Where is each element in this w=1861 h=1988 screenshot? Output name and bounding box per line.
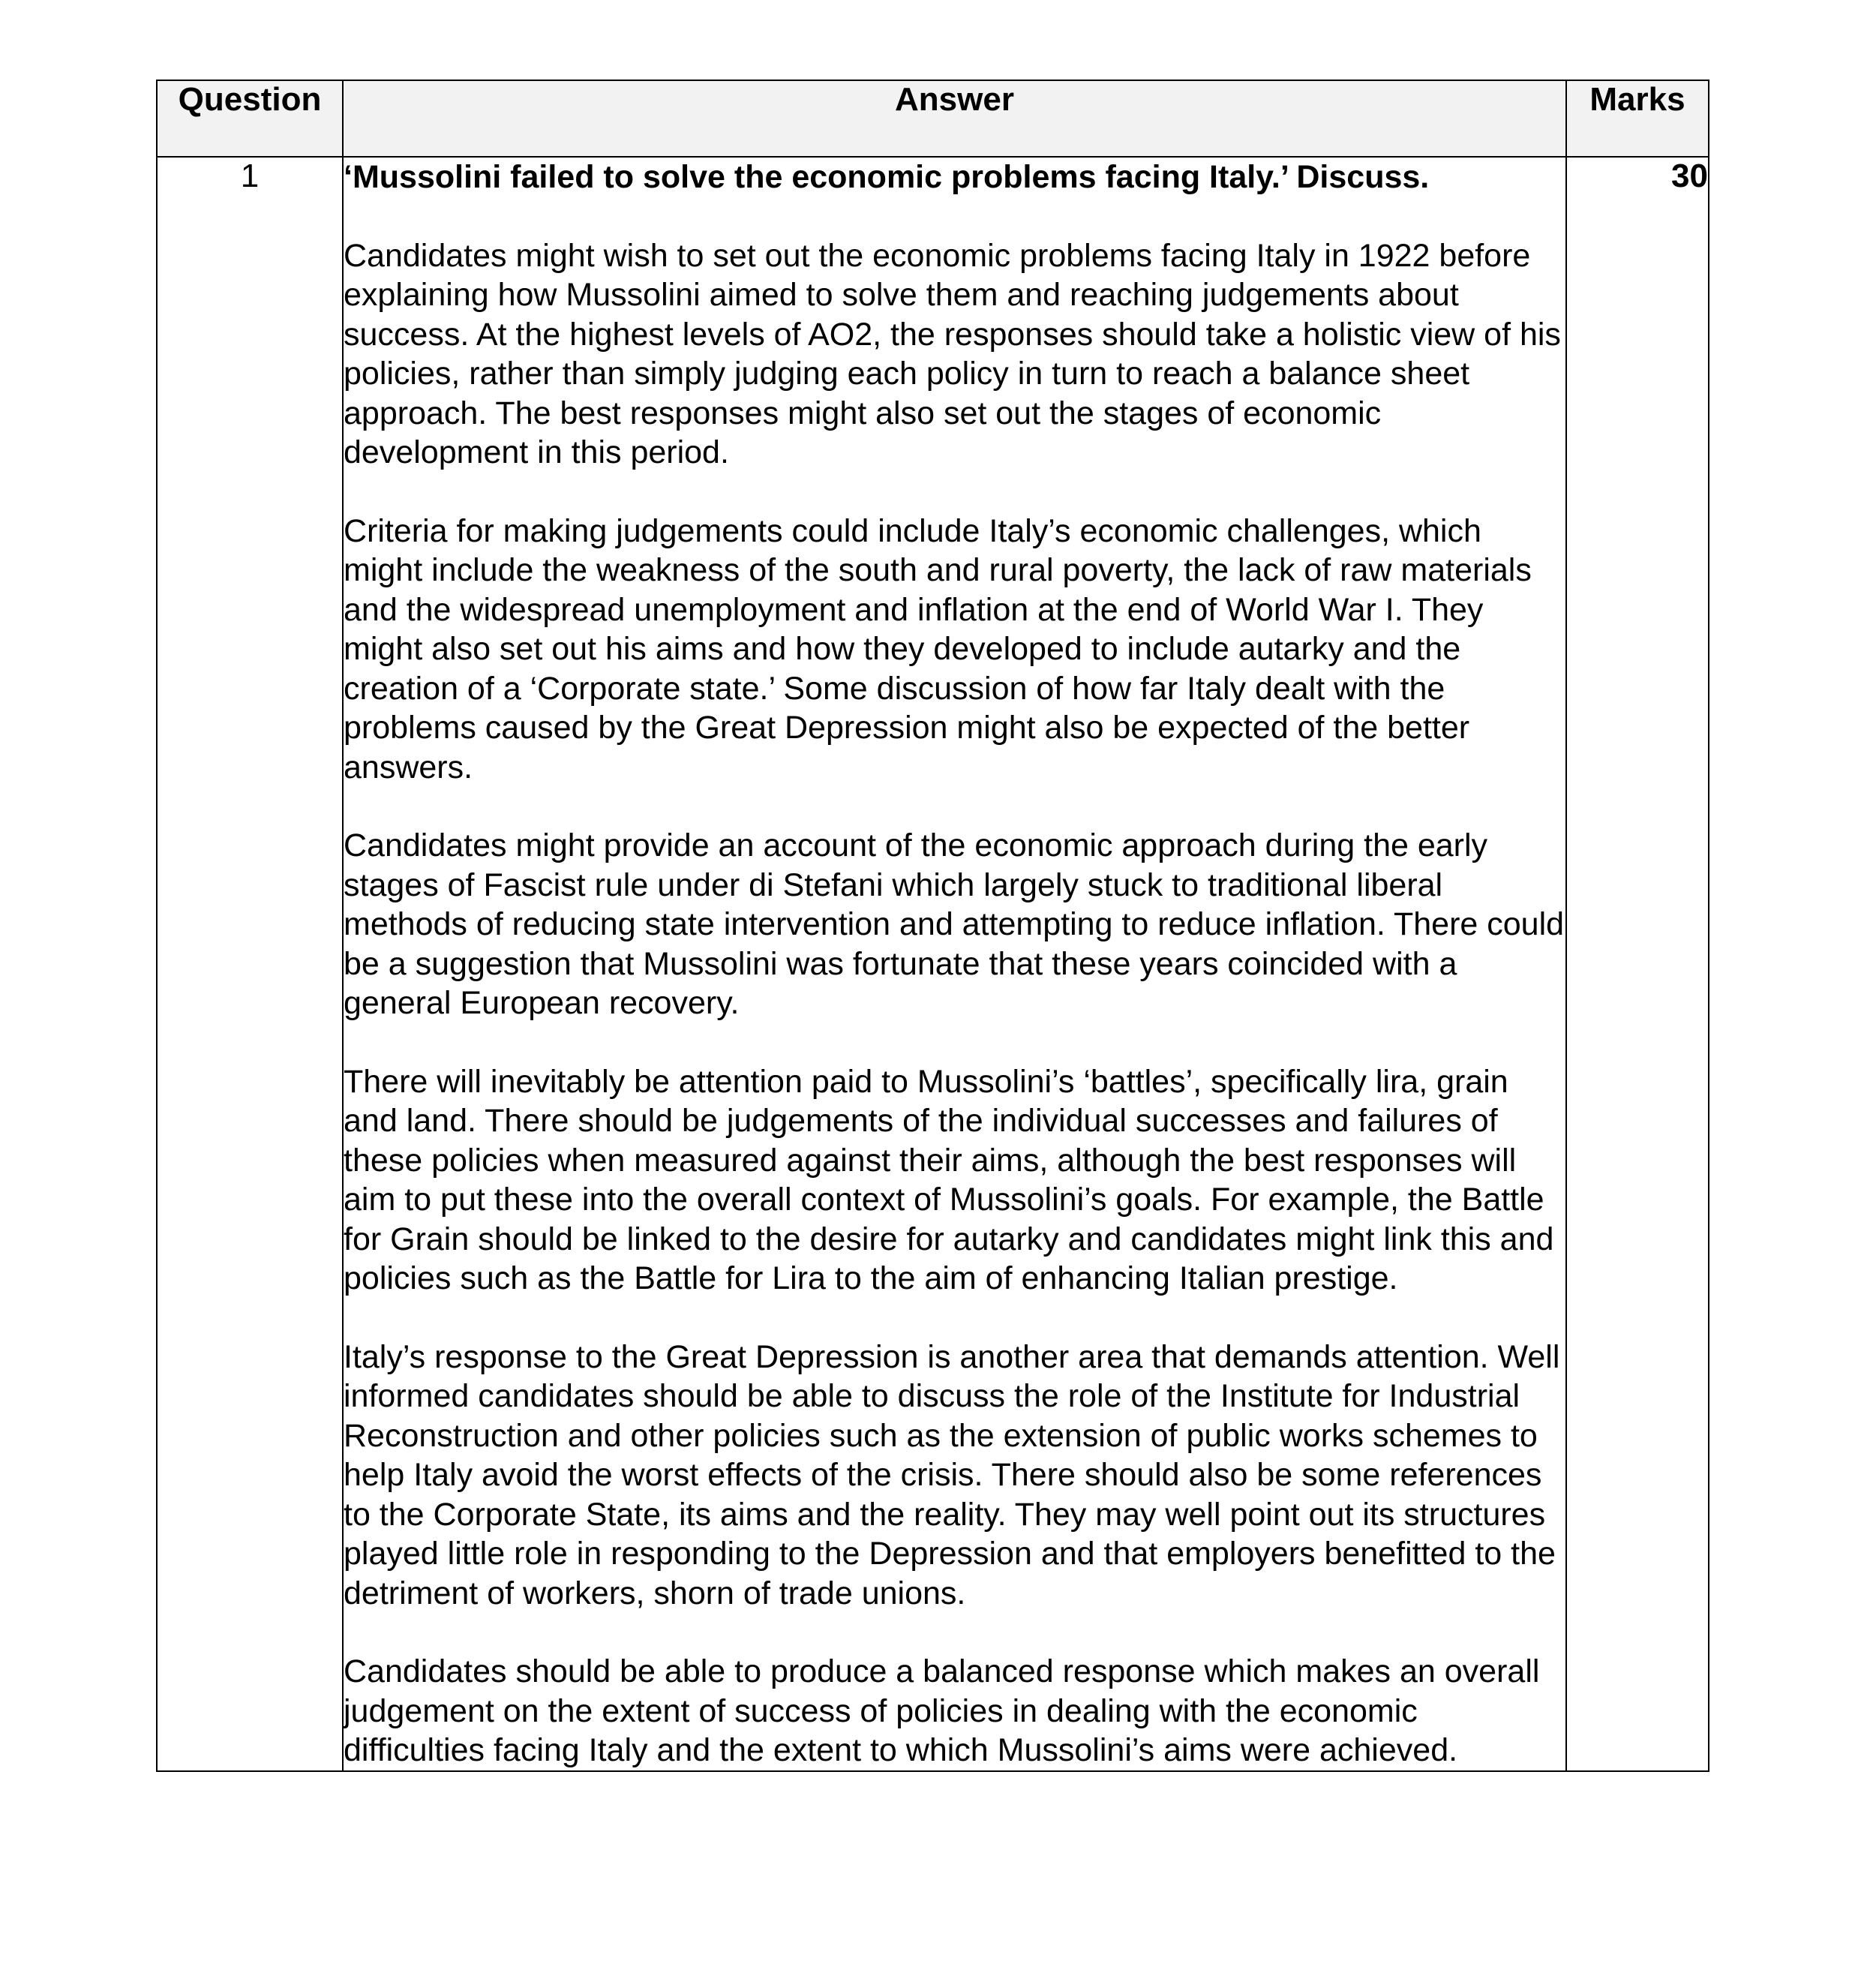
answer-column-header: Answer xyxy=(343,80,1566,157)
answer-paragraph: Candidates might wish to set out the economic problems facing Italy in 1922 before explaining how Mussolini aimed to solve them and reaching judgements about success. At the highest levels of AO2, the responses should take a holistic view of his policies, rather than simply judging each policy in turn to reach a balance sheet approach. The best responses might also set out the stages of economic development in this period. xyxy=(344,237,1561,470)
question-number: 1 xyxy=(157,157,343,1771)
table-header-row xyxy=(157,80,1709,157)
answer-cell xyxy=(343,157,1566,1771)
question-column-header: Question xyxy=(157,80,343,157)
table-row xyxy=(157,157,1709,1771)
answer-paragraph: There will inevitably be attention paid to Mussolini’s ‘battles’, specifically lira, grain and land. There should be judgements of the individual successes and failures of these policies when measured against their aims, although the best responses will aim to put these into the overall context of Mussolini’s goals. For example, the Battle for Grain should be linked to the desire for autarky and candidates might link this and policies such as the Battle for Lira to the aim of enhancing Italian prestige. xyxy=(344,1063,1554,1296)
mark-scheme-table xyxy=(156,80,1709,1772)
marks-column-header: Marks xyxy=(1566,80,1709,157)
question-prompt: ‘Mussolini failed to solve the economic problems facing Italy.’ Discuss. xyxy=(344,159,1430,195)
answer-paragraph: Candidates might provide an account of the economic approach during the early stages of Fascist rule under di Stefani which largely stuck to traditional liberal methods of reducing state intervention and attempting to reduce inflation. There could be a suggestion that Mussolini was fortunate that these years coincided with a general European recovery. xyxy=(344,827,1565,1021)
answer-paragraph: Criteria for making judgements could include Italy’s economic challenges, which might include the weakness of the south and rural poverty, the lack of raw materials and the widespread unemployment and inflation at the end of World War I. They might also set out his aims and how they developed to include autarky and the creation of a ‘Corporate state.’ Some discussion of how far Italy dealt with the problems caused by the Great Depression might also be expected of the better answers. xyxy=(344,512,1532,785)
answer-paragraph: Candidates should be able to produce a balanced response which makes an overall judgement on the extent of success of policies in dealing with the economic difficulties facing Italy and the extent to which Mussolini’s aims were achieved. xyxy=(344,1653,1540,1768)
marks-value: 30 xyxy=(1566,157,1709,1771)
answer-paragraph: Italy’s response to the Great Depression is another area that demands attention. Well informed candidates should be able to discuss the role of the Institute for Industrial Reconstruction and other policies such as the extension of public works schemes to help Italy avoid the worst effects of the crisis. There should also be some references to the Corporate State, its aims and the reality. They may well point out its structures played little role in responding to the Depression and that employers benefitted to the detriment of workers, shorn of trade unions. xyxy=(344,1338,1560,1611)
